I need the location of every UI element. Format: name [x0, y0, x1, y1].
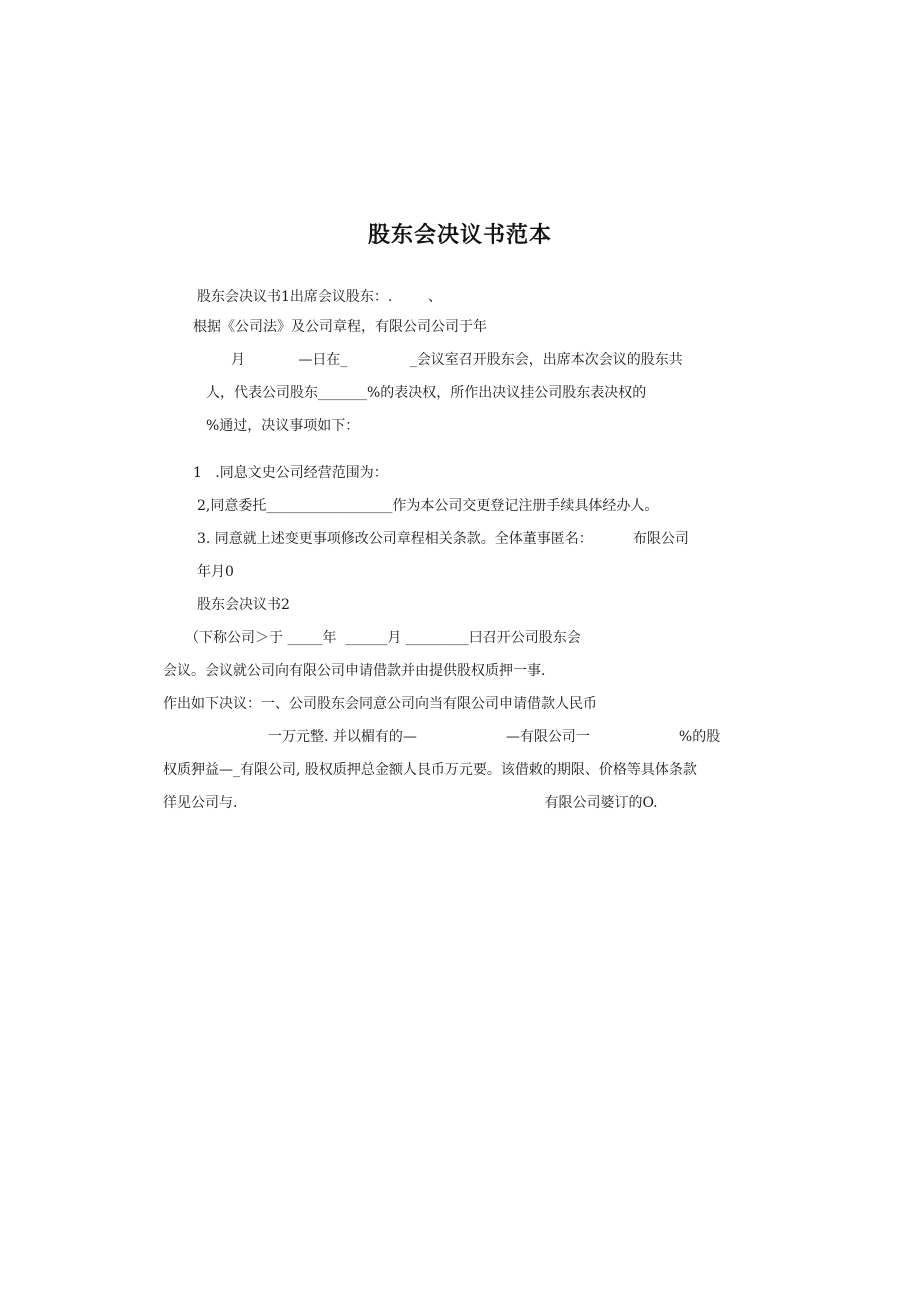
paragraph-line-resolution-intro: %通过，决议事项如下：	[206, 418, 360, 434]
resolution-item-1: 1 .同息文史公司经营范围为：	[193, 465, 388, 481]
paragraph-line-voting-rights: 人，代表公司股东_______%的表决权，所作出决议挂公司股东表决权的	[206, 385, 647, 401]
paragraph-line-company-law: 根据《公司法》及公司章程，有限公司公司于年	[193, 319, 487, 335]
document-title: 股东会决议书范本	[367, 223, 552, 248]
paragraph-line-meeting-purpose: 会议。会议就公司向有限公司申请借款并由提供股权质押一事.	[163, 663, 546, 679]
paragraph-line-meeting-date: 月 —日在_ _会议室召开股东会，出席本次会议的股东共	[231, 352, 683, 368]
paragraph-line-decision-loan: 作出如下决议：一、公司股东会同意公司向当有限公司申请借款人民币	[163, 696, 597, 712]
paragraph-line-agreement: 徉见公司与. 有限公司婆订的O.	[163, 795, 658, 811]
section-heading-resolution-2: 股东会决议书2	[197, 597, 290, 613]
resolution-item-2: 2,同意委托__________________作为本公司交更登记注册手续具体经办人。	[197, 498, 659, 514]
paragraph-line-loan-amount: 一万元整. 并以楣有的— —有限公司一 %的股	[268, 729, 721, 745]
paragraph-line-pledge: 权质狎益—_有限公司, 股权质押总金额人艮币万元要。该借敕的期限、价格等具体条款	[163, 762, 697, 778]
resolution-item-3: 3. 同意就上述变更事项修改公司章程相关条款。全体董事匿名： 布限公司	[197, 531, 689, 547]
paragraph-line-attendees: 股东会决议书1出席会议股东：. 、	[197, 289, 442, 305]
paragraph-line-date: 年月0	[197, 564, 234, 580]
paragraph-line-convened: （下称公司＞于 _____年 ______月 _________曰召开公司股东会	[185, 630, 581, 646]
